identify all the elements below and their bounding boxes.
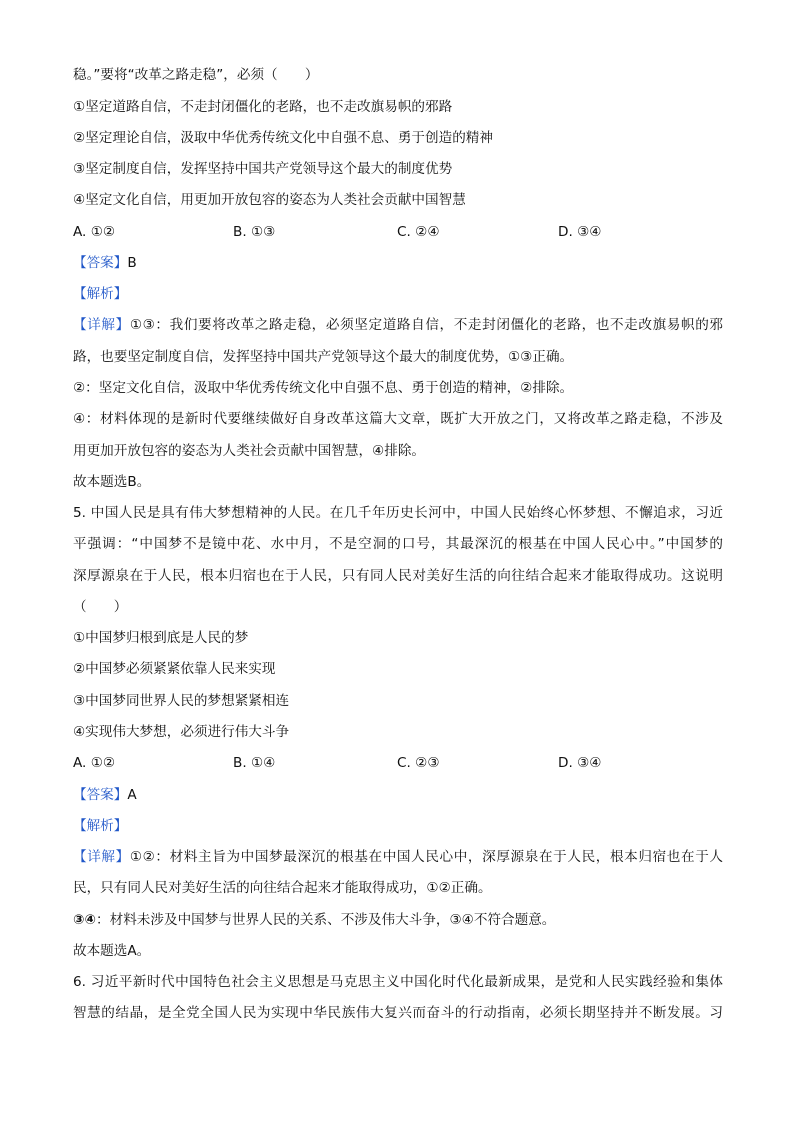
q4-item-4: ④坚定文化自信，用更加开放包容的姿态为人类社会贡献中国智慧 xyxy=(73,192,466,208)
q4-item-1: ①坚定道路自信，不走封闭僵化的老路，也不走改旗易帜的邪路 xyxy=(73,99,453,115)
q5-conclusion: 故本题选A。 xyxy=(73,943,151,959)
q5-options xyxy=(73,754,723,772)
q4-detail-text-1a: ①③：我们要将改革之路走稳，必须坚定道路自信，不走封闭僵化的老路，也不走改旗易帜的邪 xyxy=(129,317,724,333)
q4-option-c: C. ②④ xyxy=(397,224,440,240)
q4-options xyxy=(73,223,723,241)
detail-tag: 【详解】 xyxy=(73,849,130,865)
q4-analysis-tag xyxy=(73,285,723,303)
q5-detail-2-marks: ③④ xyxy=(73,912,97,928)
answer-value: B xyxy=(127,255,137,271)
q4-detail-3a: ④：材料体现的是新时代要继续做好自身改革这篇大文章，既扩大开放之门，又将改革之路走稳，不涉及 xyxy=(73,411,723,427)
q5-option-a: A. ①② xyxy=(73,755,116,771)
q4-detail-1a xyxy=(73,316,723,334)
answer-tag: 【答案】 xyxy=(73,255,128,271)
q4-option-a: A. ①② xyxy=(73,224,116,240)
q4-detail-2: ②：坚定文化自信，汲取中华优秀传统文化中自强不息、勇于创造的精神，②排除。 xyxy=(73,380,574,396)
q5-detail-2 xyxy=(73,911,723,929)
q5-item-4: ④实现伟大梦想，必须进行伟大斗争 xyxy=(73,724,290,740)
q5-item-1: ①中国梦归根到底是人民的梦 xyxy=(73,630,249,646)
q4-detail-1b: 路，也要坚定制度自信，发挥坚持中国共产党领导这个最大的制度优势，①③正确。 xyxy=(73,349,574,365)
q4-item-2: ②坚定理论自信，汲取中华优秀传统文化中自强不息、勇于创造的精神 xyxy=(73,130,493,146)
analysis-tag: 【解析】 xyxy=(73,286,128,302)
q4-answer xyxy=(73,254,723,272)
q5-analysis-tag xyxy=(73,817,723,835)
q4-detail-3b: 用更加开放包容的姿态为人类社会贡献中国智慧，④排除。 xyxy=(73,443,426,459)
q5-detail-2-text: ：材料未涉及中国梦与世界人民的关系、不涉及伟大斗争，③④不符合题意。 xyxy=(96,912,556,928)
q5-option-b: B. ①④ xyxy=(233,755,276,771)
q5-stem-3: 深厚源泉在于人民，根本归宿也在于人民，只有同人民对美好生活的向往结合起来才能取得成功。这说明 xyxy=(73,568,723,584)
q4-conclusion: 故本题选B。 xyxy=(73,474,151,490)
q6-stem-1: 6. 习近平新时代中国特色社会主义思想是马克思主义中国化时代化最新成果，是党和人民实践经验和集体 xyxy=(73,974,723,990)
q4-stem-tail: 稳。”要将“改革之路走稳”，必须（ ） xyxy=(73,67,319,83)
q5-detail-1a xyxy=(73,848,723,866)
answer-value: A xyxy=(127,787,137,803)
q5-stem-1: 5. 中国人民是具有伟大梦想精神的人民。在几千年历史长河中，中国人民始终心怀梦想、不懈追求，习近 xyxy=(73,505,723,521)
q5-detail-1b: 民，只有同人民对美好生活的向往结合起来才能取得成功，①②正确。 xyxy=(73,880,492,896)
detail-tag: 【详解】 xyxy=(73,317,130,333)
q5-option-d: D. ③④ xyxy=(558,755,602,771)
q5-option-c: C. ②③ xyxy=(397,755,440,771)
q5-stem-2: 平强调：“中国梦不是镜中花、水中月，不是空洞的口号，其最深沉的根基在中国人民心中。”中国梦的 xyxy=(73,536,723,552)
answer-tag: 【答案】 xyxy=(73,787,128,803)
q5-item-3: ③中国梦同世界人民的梦想紧紧相连 xyxy=(73,693,290,709)
q5-stem-4: （ ） xyxy=(73,599,128,615)
analysis-tag: 【解析】 xyxy=(73,818,128,834)
q4-option-b: B. ①③ xyxy=(233,224,276,240)
q6-stem-2: 智慧的结晶，是全党全国人民为实现中华民族伟大复兴而奋斗的行动指南，必须长期坚持并不断发展。习 xyxy=(73,1005,723,1021)
q5-item-2: ②中国梦必须紧紧依靠人民来实现 xyxy=(73,661,276,677)
q4-option-d: D. ③④ xyxy=(558,224,602,240)
q5-detail-text-1a: ①②：材料主旨为中国梦最深沉的根基在中国人民心中，深厚源泉在于人民，根本归宿也在于人 xyxy=(129,849,724,865)
q4-item-3: ③坚定制度自信，发挥坚持中国共产党领导这个最大的制度优势 xyxy=(73,161,453,177)
q5-answer xyxy=(73,786,723,804)
